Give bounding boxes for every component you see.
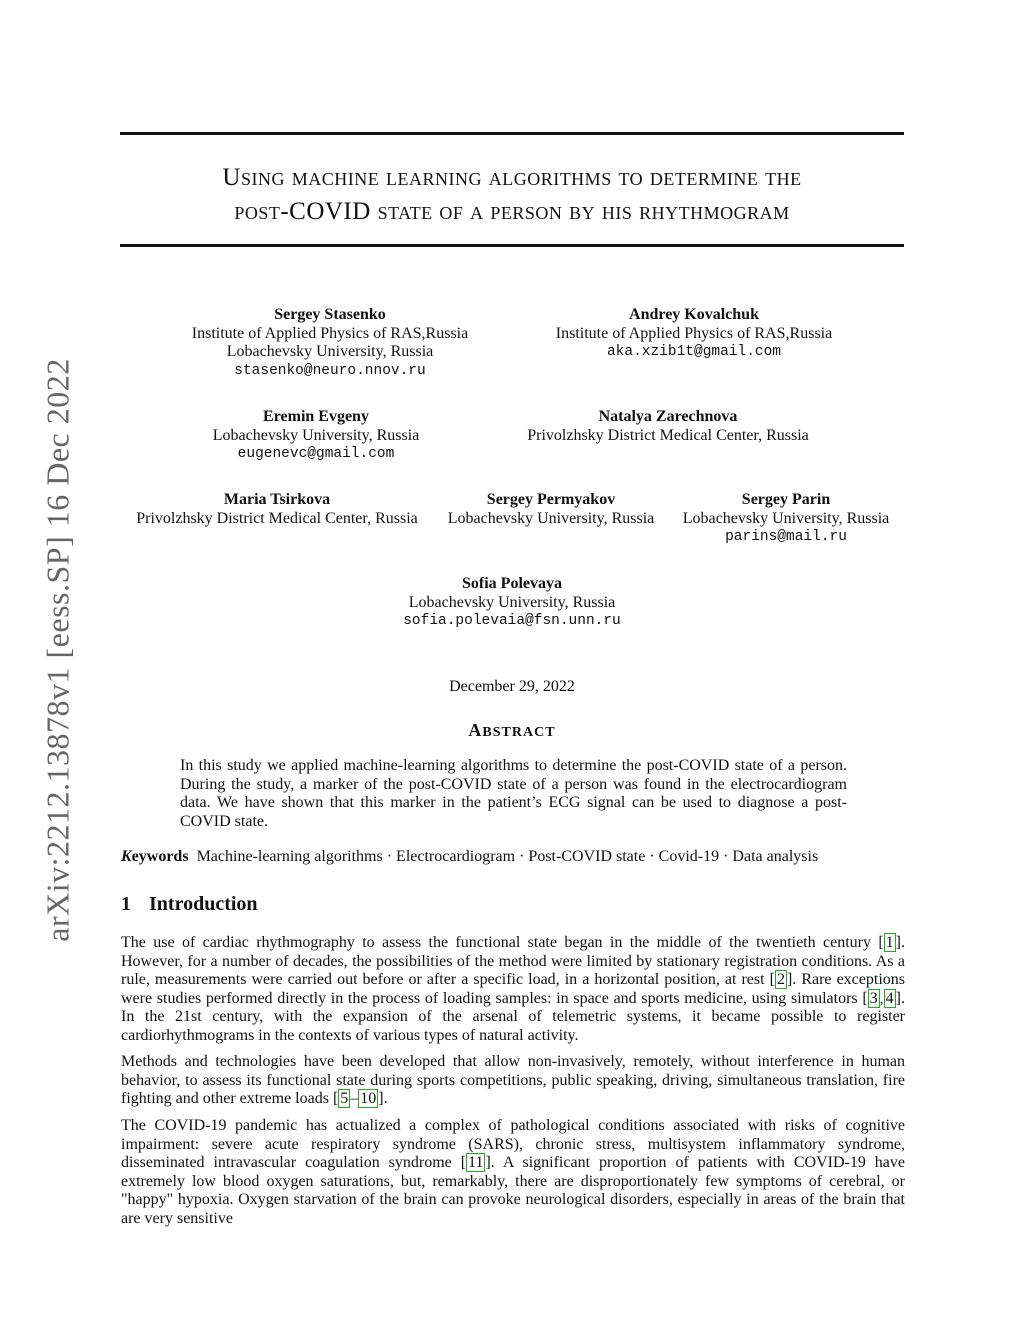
title-line-2-text: post-COVID state of a person by his rhythmogram: [234, 198, 790, 225]
author-name: Maria Tsirkova: [223, 491, 331, 508]
citation-link[interactable]: 11: [468, 1154, 484, 1171]
author-block: [192, 306, 468, 380]
keywords-text: Machine-learning algorithms · Electrocardiogram · Post-COVID state · Covid-19 · Data analysis: [196, 848, 819, 865]
author-affiliation: Institute of Applied Physics of RAS,Russia: [555, 324, 833, 342]
author-block: [527, 408, 809, 445]
author-affiliation: Lobachevsky University, Russia: [447, 509, 655, 527]
author-affiliation: Privolzhsky District Medical Center, Russia: [527, 426, 809, 444]
author-name: Sofia Polevaya: [461, 575, 562, 592]
author-affiliation: Lobachevsky University, Russia: [682, 509, 890, 527]
author-email[interactable]: parins@mail.ru: [725, 529, 847, 545]
author-affiliation: Privolzhsky District Medical Center, Russia: [136, 509, 418, 527]
author-affiliation: Institute of Applied Physics of RAS,Russia: [191, 324, 469, 342]
keywords-label-initial: K: [121, 848, 132, 865]
author-name: Andrey Kovalchuk: [629, 306, 759, 323]
paragraph-text: –: [350, 1090, 359, 1107]
title-bottom-rule: [120, 244, 904, 247]
paragraph-text: Methods and technologies have been developed that allow non-invasively, remotely, without interference in human behavior, to assess its functional state during sports competitions, public speaking, driving, simultaneous translation, fire fighting and other extreme loads [: [121, 1053, 905, 1107]
author-affiliation: Lobachevsky University, Russia: [226, 343, 434, 360]
author-email[interactable]: eugenevc@gmail.com: [237, 446, 395, 462]
abstract-text: In this study we applied machine-learning algorithms to determine the post-COVID state of a person. During the study, a marker of the post-COVID state of a person was found in the electrocardiogram data. We have shown that this marker in the patient’s ECG signal can be used to diagnose a post-COVID state.: [180, 757, 847, 830]
author-name: Sergey Parin: [741, 491, 831, 508]
arxiv-sidebar-stamp: arXiv:2212.13878v1 [eess.SP] 16 Dec 2022: [39, 358, 76, 942]
abstract-heading-initial: A: [468, 720, 483, 740]
author-email[interactable]: sofia.polevaia@fsn.unn.ru: [403, 613, 621, 629]
paragraph: [121, 934, 905, 1045]
section-heading: [121, 893, 258, 916]
paper-date: December 29, 2022: [449, 678, 575, 695]
citation-link[interactable]: 2: [776, 971, 785, 988]
title-line-1: [0, 163, 1024, 193]
title-line-2: [0, 197, 1024, 227]
citation-link[interactable]: 1: [885, 934, 894, 951]
author-block: [136, 491, 418, 528]
keywords-line: [121, 848, 818, 866]
author-affiliation: Lobachevsky University, Russia: [408, 593, 616, 611]
author-block: [683, 491, 889, 547]
author-block: [556, 306, 832, 362]
citation-link[interactable]: 4: [885, 989, 894, 1007]
author-name: Sergey Stasenko: [274, 306, 386, 323]
paragraph-text: The use of cardiac rhythmography to assess the functional state began in the middle of the twentieth century [: [121, 934, 884, 951]
paragraph-text: ]. Rare exceptions were studies performed directly in the process of loading samples: in space and sports medicine, using simulators [: [121, 971, 905, 1007]
keywords-label-rest: eywords: [131, 848, 189, 865]
author-block: [448, 491, 654, 528]
abstract-heading-rest: BSTRACT: [482, 725, 556, 740]
paragraph-text: ]. A significant proportion of patients with COVID-19 have extremely low blood oxygen saturations, but, remarkably, there are disproportionately few symptoms of cerebral, or "happy" hypoxia. Oxygen starvation of the brain can provoke neurological disorders, especially in areas of the brain that are very sensitive: [121, 1154, 906, 1227]
author-affiliation: Lobachevsky University, Russia: [212, 426, 420, 444]
abstract-heading: [0, 720, 1024, 741]
paragraph: [121, 1053, 905, 1109]
paragraph-text: The COVID-19 pandemic has actualized a complex of pathological conditions associated with risks of cognitive impairment: severe acute respiratory syndrome (SARS), chronic stress, multisystem inflammatory syndrome, disseminated intravascular coagulation syndrome [: [121, 1117, 905, 1171]
citation-link[interactable]: 3: [869, 989, 878, 1007]
keywords-label: [121, 848, 189, 865]
paragraph-text: ].: [378, 1090, 388, 1107]
author-name: Sergey Permyakov: [486, 491, 616, 508]
citation-link[interactable]: 5: [340, 1090, 349, 1107]
title-line-1-text: Using machine learning algorithms to determine the: [222, 164, 802, 191]
author-name: Eremin Evgeny: [263, 408, 369, 425]
author-name: Natalya Zarechnova: [598, 408, 738, 425]
author-block: [403, 575, 621, 631]
paragraph-text: ]. In the 21st century, with the expansion of the arsenal of telemetric systems, it became possible to register cardiorhythmograms in the contexts of various types of natural activity.: [121, 989, 905, 1044]
paragraph: [121, 1117, 905, 1228]
paragraph-text: ]. However, for a number of decades, the possibilities of the method were limited by stationary registration conditions. As a rule, measurements were carried out before or after a specific load, in a horizontal position, at rest [: [121, 934, 905, 988]
citation-link[interactable]: 10: [360, 1090, 377, 1107]
section-number: 1: [121, 893, 131, 915]
author-email[interactable]: stasenko@neuro.nnov.ru: [234, 362, 426, 379]
section-title: Introduction: [149, 893, 258, 915]
title-top-rule: [120, 132, 904, 135]
author-email[interactable]: aka.xzib1t@gmail.com: [606, 344, 782, 360]
author-block: [213, 408, 419, 464]
paragraph-text: ,: [879, 989, 884, 1007]
